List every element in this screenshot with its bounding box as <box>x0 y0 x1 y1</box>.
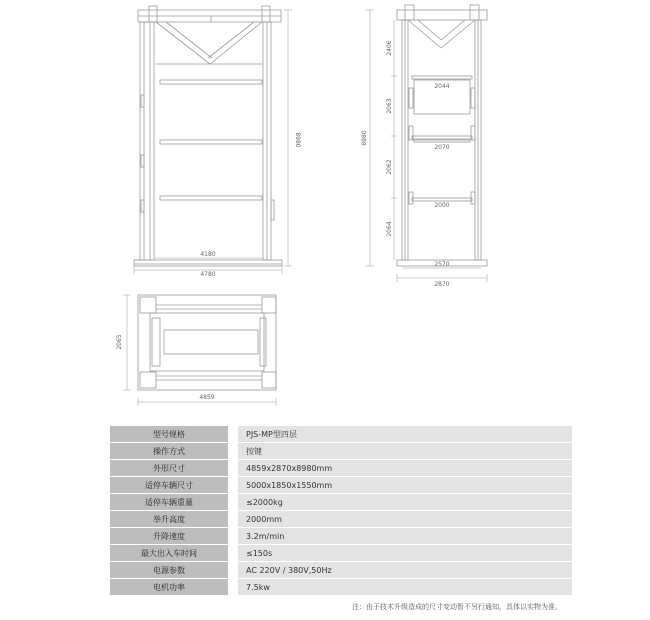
spec-gap <box>228 579 238 596</box>
side-level-height-2: 2063 <box>386 98 393 114</box>
spec-row <box>110 579 572 596</box>
spec-gap <box>228 511 238 528</box>
spec-key: 举升高度 <box>110 511 228 528</box>
spec-value: PJS-MP型四层 <box>238 426 572 443</box>
spec-value: ≤150s <box>238 545 572 562</box>
spec-key: 外形尺寸 <box>110 460 228 477</box>
front-dim-inner-width: 4180 <box>200 251 216 258</box>
top-view <box>123 295 276 406</box>
side-level-height-1: 2406 <box>386 40 393 56</box>
spec-row <box>110 545 572 562</box>
side-level-height-4: 2064 <box>386 221 393 237</box>
spec-gap <box>228 545 238 562</box>
front-dim-height: 8980 <box>294 132 301 148</box>
spec-row <box>110 511 572 528</box>
spec-value: 4859x2870x8980mm <box>238 460 572 477</box>
spec-value: 5000x1850x1550mm <box>238 477 572 494</box>
spec-key: 操作方式 <box>110 443 228 460</box>
spec-gap <box>228 494 238 511</box>
side-platform-width-1: 2044 <box>434 83 450 90</box>
spec-gap <box>228 443 238 460</box>
spec-key: 适停车辆尺寸 <box>110 477 228 494</box>
spec-gap <box>228 562 238 579</box>
side-dim-inner-width: 2570 <box>434 261 450 268</box>
side-level-height-3: 2062 <box>386 159 393 175</box>
spec-gap <box>228 460 238 477</box>
spec-row <box>110 460 572 477</box>
spec-key: 升降速度 <box>110 528 228 545</box>
spec-value: 7.5kw <box>238 579 572 596</box>
side-dim-height: 8980 <box>361 130 368 146</box>
spec-key: 型号规格 <box>110 426 228 443</box>
spec-row <box>110 562 572 579</box>
side-dim-outer-width: 2870 <box>434 281 450 288</box>
spec-value: 2000mm <box>238 511 572 528</box>
spec-key: 最大出入车时间 <box>110 545 228 562</box>
spec-value: ≤2000kg <box>238 494 572 511</box>
spec-gap <box>228 426 238 443</box>
spec-key: 电源参数 <box>110 562 228 579</box>
spec-row <box>110 494 572 511</box>
spec-row <box>110 477 572 494</box>
front-view <box>134 6 292 274</box>
top-dim-width: 4859 <box>199 394 215 401</box>
spec-table <box>110 426 572 596</box>
spec-value: 按键 <box>238 443 572 460</box>
top-dim-depth: 2065 <box>116 334 123 350</box>
side-view <box>366 5 487 282</box>
spec-row <box>110 426 572 443</box>
spec-key: 电机功率 <box>110 579 228 596</box>
spec-gap <box>228 528 238 545</box>
spec-key: 适停车辆重量 <box>110 494 228 511</box>
disclaimer-note: 注：由于技术升级造成的尺寸变动暂不另行通知，具体以实物为准。 <box>352 603 562 611</box>
spec-row <box>110 528 572 545</box>
front-dim-outer-width: 4780 <box>200 271 216 278</box>
spec-gap <box>228 477 238 494</box>
side-platform-width-3: 2000 <box>434 202 450 209</box>
spec-row <box>110 443 572 460</box>
spec-value: AC 220V / 380V,50Hz <box>238 562 572 579</box>
spec-value: 3.2m/min <box>238 528 572 545</box>
side-platform-width-2: 2070 <box>434 144 450 151</box>
